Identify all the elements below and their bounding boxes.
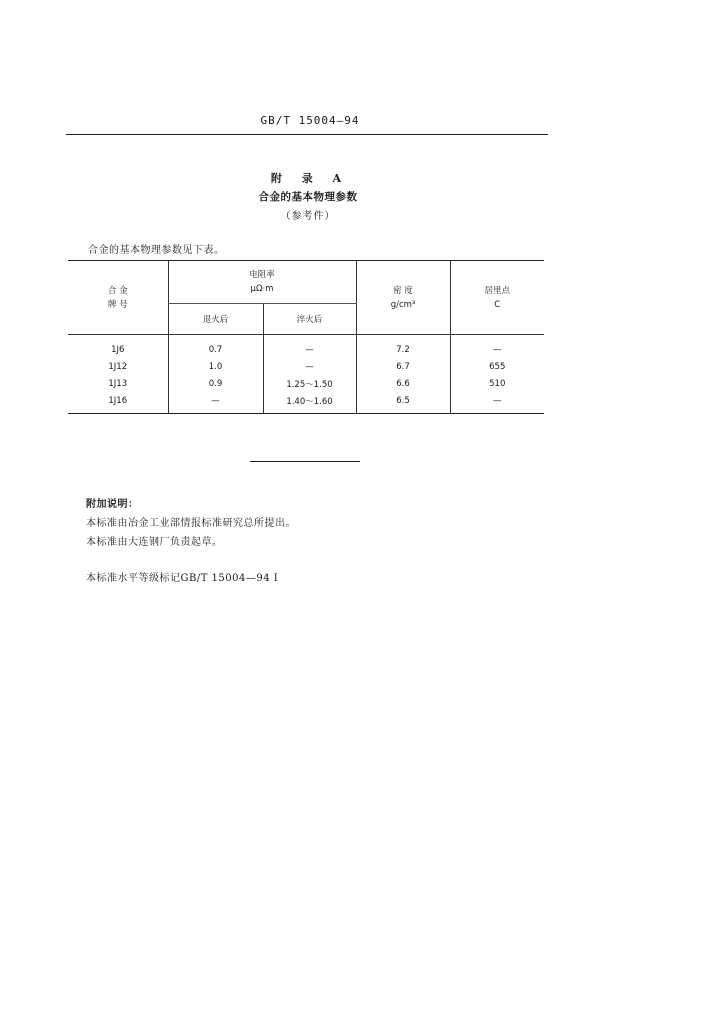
additional-notes xyxy=(86,495,296,552)
alloy-header xyxy=(68,261,168,335)
alloy-cell: 1J13 xyxy=(108,378,128,389)
quenched-header: 淬火后 xyxy=(263,304,356,335)
quenched-cell: 1.40～1.60 xyxy=(263,392,356,414)
curie-cell: 510 xyxy=(450,375,544,392)
parameters-table xyxy=(68,260,544,414)
curie-header xyxy=(450,261,544,335)
annealed-cell: 0.9 xyxy=(168,375,263,392)
appendix-note: （参考件） xyxy=(280,211,336,222)
resistivity-header xyxy=(168,261,356,304)
density-cell: 7.2 xyxy=(356,335,450,359)
notes-line-1: 本标准由冶金工业部情报标准研究总所提出。 xyxy=(86,518,296,529)
resistivity-header-line1: 电阻率 xyxy=(249,270,275,280)
curie-header-line1: 居里点 xyxy=(484,285,510,296)
quenched-cell: — xyxy=(263,335,356,359)
annealed-cell: — xyxy=(168,392,263,414)
alloy-header-line2: 牌 号 xyxy=(107,299,128,310)
annealed-header: 退火后 xyxy=(168,304,263,335)
density-header-line2: g/cm³ xyxy=(390,299,416,310)
density-header xyxy=(356,261,450,335)
table-row xyxy=(68,392,544,414)
curie-header-line2: C xyxy=(494,299,501,310)
notes-title: 附加说明： xyxy=(86,499,139,510)
alloy-cell: 1J16 xyxy=(68,392,168,414)
alloy-header-line1: 合 金 xyxy=(107,285,128,296)
curie-cell: — xyxy=(450,335,544,359)
alloy-cell: 1J12 xyxy=(108,361,128,372)
header-rule xyxy=(66,134,548,135)
resistivity-header-line2: μΩ·m xyxy=(250,284,274,294)
curie-cell: — xyxy=(450,392,544,414)
alloy-cell: 1J6 xyxy=(68,335,168,359)
density-header-line1: 密 度 xyxy=(393,285,413,296)
table-row xyxy=(68,375,544,392)
appendix-subtitle: 合金的基本物理参数 xyxy=(258,191,358,203)
curie-cell: 655 xyxy=(450,358,544,375)
page-header: GB/T 15004—94 xyxy=(260,114,360,127)
quenched-cell: — xyxy=(263,358,356,375)
annealed-cell: 0.7 xyxy=(168,335,263,359)
standard-level-mark: 本标准水平等级标记GB/T 15004—94 I xyxy=(86,573,279,584)
density-cell: 6.5 xyxy=(356,392,450,414)
table-row xyxy=(68,358,544,375)
annealed-cell: 1.0 xyxy=(168,358,263,375)
end-rule xyxy=(250,461,360,462)
density-cell: 6.6 xyxy=(356,375,450,392)
appendix-title: 附 录 A xyxy=(270,172,350,185)
quenched-cell: 1.25～1.50 xyxy=(263,375,356,392)
density-cell: 6.7 xyxy=(356,358,450,375)
table-row xyxy=(68,335,544,359)
intro-text: 合金的基本物理参数见下表。 xyxy=(88,245,225,256)
notes-line-2: 本标准由大连钢厂负责起草。 xyxy=(86,537,223,548)
